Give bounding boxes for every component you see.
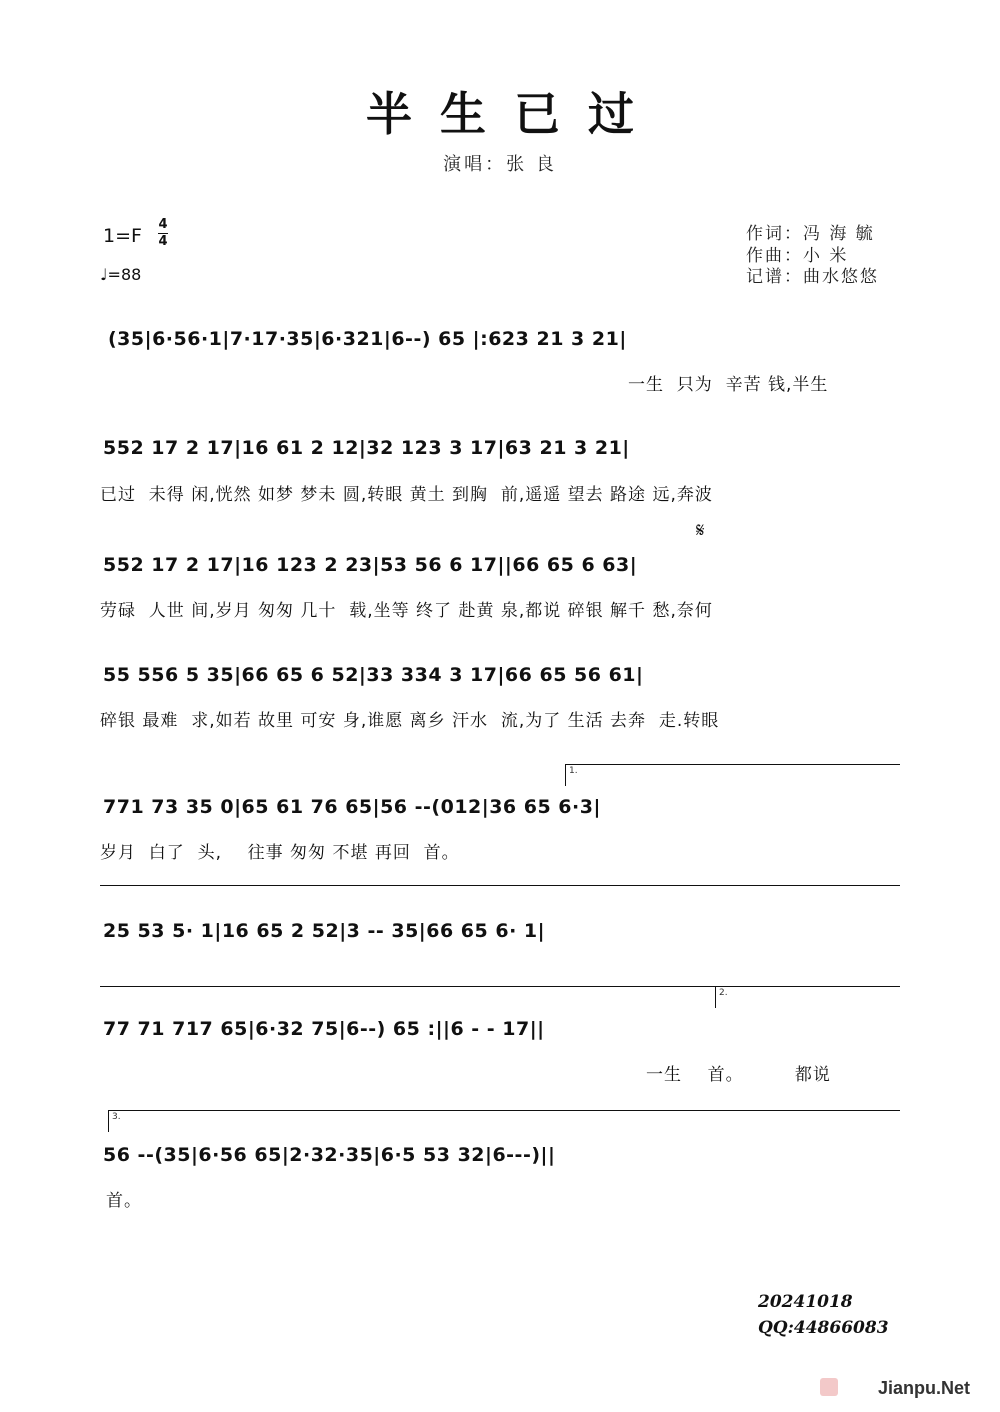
segno-sign: 𝄋 (696, 518, 705, 542)
volta-1-line (565, 764, 900, 765)
singer-line: 演唱：张 良 (443, 154, 557, 175)
qq-contact: QQ:44866083 (758, 1318, 889, 1338)
transcriber-credit: 记谱：曲水悠悠 (746, 267, 879, 287)
volta-1-continuation (100, 885, 900, 886)
lyric-row-2: 已过 未得 闲,恍然 如梦 梦未 圆,转眼 黄土 到胸 前,遥遥 望去 路途 远,奔波 (100, 485, 713, 505)
watermark (820, 1374, 990, 1404)
watermark-text: Jianpu.Net (878, 1378, 971, 1398)
score-row-8: 56 --(35|6·56 65|2·32·35|6·5 53 32|6---)|| (103, 1144, 556, 1166)
page-title: 半生已过 (366, 87, 662, 141)
score-row-6: 25 53 5· 1|16 65 2 52|3 -- 35|66 65 6· 1| (103, 920, 546, 942)
lyric-row-7: 首。 (106, 1191, 142, 1211)
composer-credit: 作曲：小 米 (746, 246, 849, 266)
time-top: 4 (158, 217, 168, 232)
lyric-row-4: 碎银 最难 求,如若 故里 可安 身,谁愿 离乡 汗水 流,为了 生活 去奔 走.转眼 (100, 711, 720, 731)
volta-3-line (108, 1110, 900, 1111)
lyricist-credit: 作词：冯 海 毓 (746, 224, 875, 244)
score-row-7: 77 71 717 65|6·32 75|6--) 65 :||6 - - 17|| (103, 1018, 545, 1040)
lyric-row-1: 一生 只为 辛苦 钱,半生 (628, 375, 829, 395)
volta-2-label: 2. (719, 988, 728, 998)
volta-3-label: 3. (112, 1112, 121, 1122)
score-row-1: (35|6·56·1|7·17·35|6·321|6--) 65 |:623 21 3 21| (108, 328, 627, 350)
score-row-2: 552 17 2 17|16 61 2 12|32 123 3 17|63 21 3 21| (103, 437, 630, 459)
volta-3-tick (108, 1110, 109, 1132)
volta-2-tick (715, 986, 716, 1008)
lyric-row-3: 劳碌 人世 间,岁月 匆匆 几十 载,坐等 终了 赴黄 泉,都说 碎银 解千 愁,奈何 (100, 601, 713, 621)
watermark-logo-icon (820, 1378, 838, 1396)
score-row-3: 552 17 2 17|16 123 2 23|53 56 6 17||66 65 6 63| (103, 554, 638, 576)
score-row-4: 55 556 5 35|66 65 6 52|33 334 3 17|66 65 56 61| (103, 664, 644, 686)
tempo-mark: ♩=88 (100, 265, 142, 284)
lyric-row-5: 岁月 白了 头, 往事 匆匆 不堪 再回 首。 (100, 843, 460, 863)
volta-1-continuation-2 (100, 986, 900, 987)
date-stamp: 20241018 (758, 1292, 853, 1312)
time-signature (158, 218, 168, 249)
score-row-5: 771 73 35 0|65 61 76 65|56 --(012|36 65 6·3| (103, 796, 601, 818)
key-signature: 1=F (103, 225, 142, 247)
volta-1-tick (565, 764, 566, 786)
volta-1-label: 1. (569, 766, 578, 776)
lyric-row-6: 一生 首。 都说 (646, 1065, 831, 1085)
time-bottom: 4 (158, 234, 168, 249)
